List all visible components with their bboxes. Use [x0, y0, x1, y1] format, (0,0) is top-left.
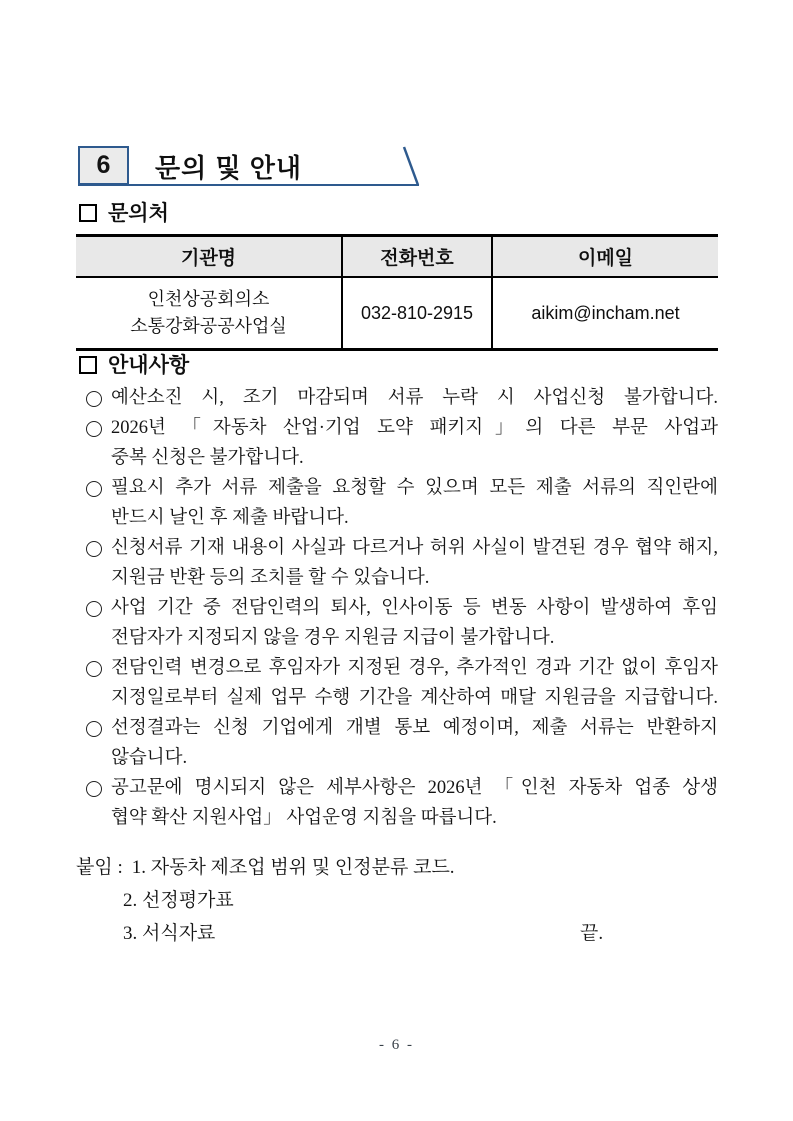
table-header-row — [76, 236, 718, 278]
column-header-organization: 기관명 — [76, 236, 342, 278]
square-bullet-icon — [79, 204, 97, 222]
guidance-line: 지원금 반환 등의 조치를 할 수 있습니다. — [111, 568, 430, 588]
guidance-line: 신청서류 기재 내용이 사실과 다르거나 허위 사실이 발견된 경우 협약 해지, — [111, 538, 718, 558]
guidance-item — [86, 413, 718, 473]
guidance-line: 예산소진 시, 조기 마감되며 서류 누락 시 사업신청 불가합니다. — [111, 388, 718, 408]
section-header — [78, 146, 419, 185]
guidance-line: 선정결과는 신청 기업에게 개별 통보 예정이며, 제출 서류는 반환하지 — [111, 718, 718, 738]
column-header-email: 이메일 — [492, 236, 718, 278]
guidance-line: 협약 확산 지원사업」 사업운영 지침을 따릅니다. — [111, 808, 497, 828]
circle-bullet-icon — [86, 481, 102, 497]
attachments-label: 붙임 : — [76, 857, 123, 878]
guidance-line: 전담자가 지정되지 않을 경우 지원금 지급이 불가합니다. — [111, 628, 555, 648]
circle-bullet-icon — [86, 601, 102, 617]
guidance-item — [86, 383, 718, 413]
attachment-row — [76, 851, 718, 884]
contact-table — [76, 234, 718, 351]
attachment-row — [76, 884, 718, 917]
document-end-label: 끝. — [580, 923, 604, 944]
guidance-item — [86, 473, 718, 533]
guidance-list — [86, 383, 718, 833]
contact-heading — [79, 197, 169, 227]
attachment-item: 3. 서식자료 — [123, 923, 216, 944]
section-number: 6 — [96, 151, 111, 179]
attachments-block — [76, 851, 718, 950]
guidance-item — [86, 773, 718, 833]
header-slant-line — [402, 146, 420, 186]
attachment-item: 1. 자동차 제조업 범위 및 인정분류 코드. — [131, 857, 455, 878]
attachment-row — [76, 917, 718, 950]
guidance-line: 반드시 날인 후 제출 바랍니다. — [111, 508, 349, 528]
guidance-item — [86, 533, 718, 593]
guidance-item — [86, 593, 718, 653]
guidance-line: 필요시 추가 서류 제출을 요청할 수 있으며 모든 제출 서류의 직인란에 — [111, 478, 719, 498]
guidance-line: 공고문에 명시되지 않은 세부사항은 2026년 「인천 자동차 업종 상생 — [111, 778, 718, 798]
circle-bullet-icon — [86, 541, 102, 557]
section-number-badge — [78, 146, 129, 185]
guidance-item — [86, 713, 718, 773]
guidance-item — [86, 653, 718, 713]
organization-cell — [76, 277, 342, 350]
square-bullet-icon — [79, 356, 97, 374]
table-row — [76, 277, 718, 350]
guidance-line: 지정일로부터 실제 업무 수행 기간을 계산하여 매달 지원금을 지급합니다. — [111, 688, 718, 708]
guidance-line: 않습니다. — [111, 748, 188, 768]
page-number: - 6 - — [379, 1037, 414, 1053]
section-title: 문의 및 안내 — [155, 153, 303, 183]
circle-bullet-icon — [86, 661, 102, 677]
organization-name: 인천상공회의소 — [147, 289, 270, 309]
email-cell: aikim@incham.net — [492, 277, 718, 350]
organization-dept: 소통강화공공사업실 — [130, 316, 287, 336]
guidance-heading-label: 안내사항 — [108, 354, 190, 377]
circle-bullet-icon — [86, 391, 102, 407]
guidance-heading — [79, 349, 189, 379]
phone-cell: 032-810-2915 — [342, 277, 492, 350]
circle-bullet-icon — [86, 721, 102, 737]
guidance-line: 사업 기간 중 전담인력의 퇴사, 인사이동 등 변동 사항이 발생하여 후임 — [111, 598, 718, 618]
column-header-phone: 전화번호 — [342, 236, 492, 278]
guidance-line: 전담인력 변경으로 후임자가 지정된 경우, 추가적인 경과 기간 없이 후임자 — [111, 658, 718, 678]
guidance-line: 중복 신청은 불가합니다. — [111, 448, 304, 468]
attachment-item: 2. 선정평가표 — [123, 890, 234, 911]
guidance-line: 2026년 「자동차 산업·기업 도약 패키지」의 다른 부문 사업과 — [111, 418, 718, 438]
circle-bullet-icon — [86, 421, 102, 437]
circle-bullet-icon — [86, 781, 102, 797]
contact-heading-label: 문의처 — [108, 202, 169, 225]
